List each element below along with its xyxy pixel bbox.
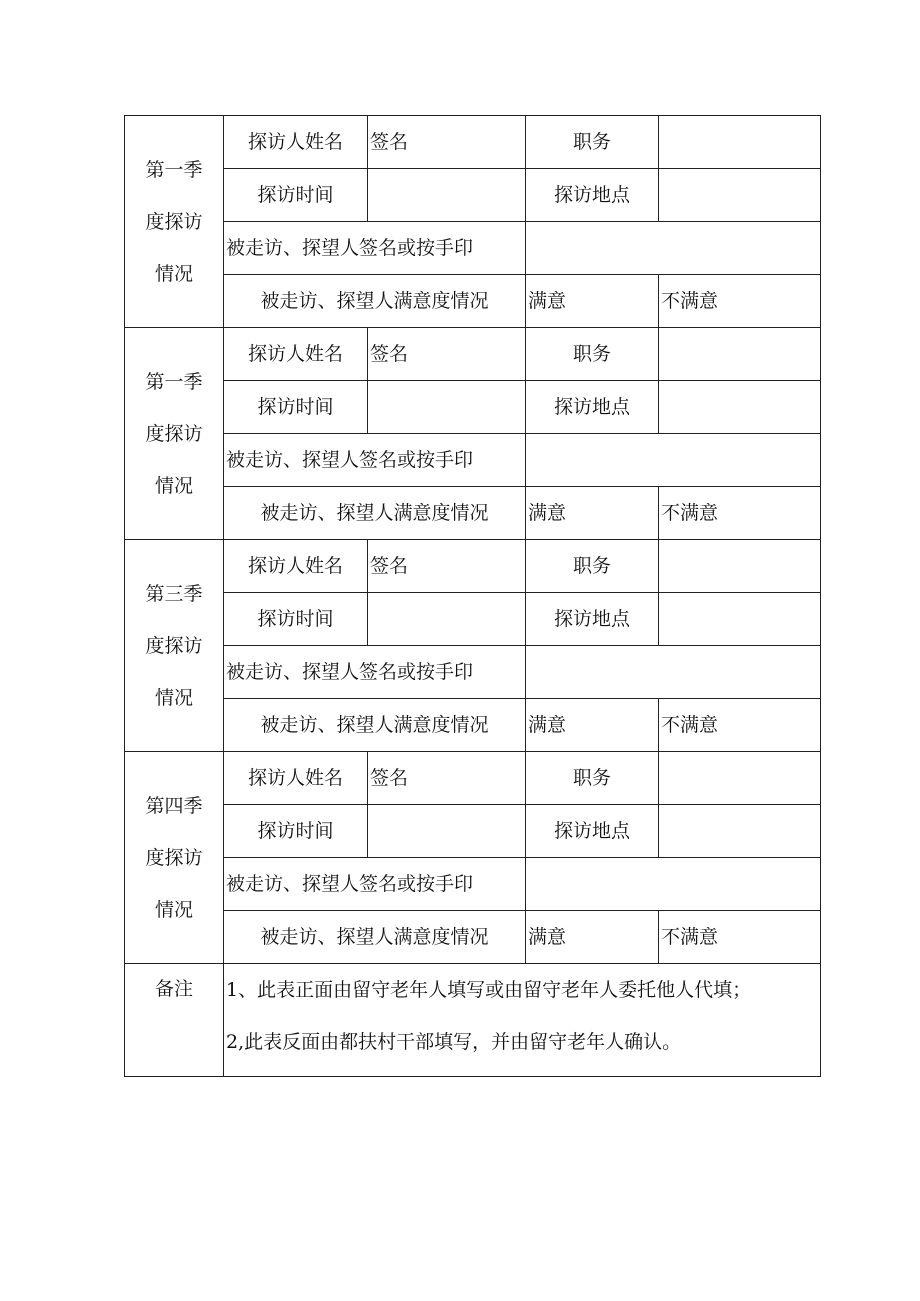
quarter-row bbox=[125, 593, 821, 646]
visited-signature-label: 被走访、探望人签名或按手印 bbox=[224, 222, 526, 275]
quarter-row bbox=[125, 540, 821, 593]
quarter-title-line: 情况 bbox=[154, 262, 193, 285]
quarter-title-line: 情况 bbox=[154, 686, 193, 709]
visited-signature-label: 被走访、探望人签名或按手印 bbox=[224, 858, 526, 911]
position-label: 职务 bbox=[526, 116, 659, 169]
visited-signature-field[interactable] bbox=[526, 222, 821, 275]
remarks-label: 备注 bbox=[125, 964, 224, 1077]
quarter-row bbox=[125, 752, 821, 805]
visit-place-field[interactable] bbox=[659, 593, 821, 646]
signature-field[interactable]: 签名 bbox=[368, 328, 526, 381]
quarter-title bbox=[125, 540, 224, 752]
visitor-name-label: 探访人姓名 bbox=[224, 540, 368, 593]
position-label: 职务 bbox=[526, 752, 659, 805]
satisfaction-label: 被走访、探望人满意度情况 bbox=[224, 487, 526, 540]
visit-time-label: 探访时间 bbox=[224, 169, 368, 222]
visited-signature-field[interactable] bbox=[526, 646, 821, 699]
position-label: 职务 bbox=[526, 540, 659, 593]
quarter-title-line: 度探访 bbox=[145, 634, 203, 657]
visit-time-label: 探访时间 bbox=[224, 381, 368, 434]
quarter-row bbox=[125, 699, 821, 752]
remarks-notes bbox=[224, 964, 821, 1077]
satisfied-option[interactable]: 满意 bbox=[526, 911, 659, 964]
not-satisfied-option[interactable]: 不满意 bbox=[659, 487, 821, 540]
satisfaction-label: 被走访、探望人满意度情况 bbox=[224, 699, 526, 752]
visit-time-label: 探访时间 bbox=[224, 593, 368, 646]
quarter-title-line: 第一季 bbox=[145, 370, 203, 393]
quarter-title bbox=[125, 328, 224, 540]
signature-field[interactable]: 签名 bbox=[368, 116, 526, 169]
visit-time-field[interactable] bbox=[368, 381, 526, 434]
visit-place-label: 探访地点 bbox=[526, 381, 659, 434]
signature-field[interactable]: 签名 bbox=[368, 752, 526, 805]
visit-place-field[interactable] bbox=[659, 381, 821, 434]
quarter-row bbox=[125, 487, 821, 540]
quarter-title bbox=[125, 116, 224, 328]
quarter-row bbox=[125, 646, 821, 699]
quarter-row bbox=[125, 911, 821, 964]
quarter-row bbox=[125, 434, 821, 487]
quarter-row bbox=[125, 275, 821, 328]
visit-place-label: 探访地点 bbox=[526, 169, 659, 222]
satisfied-option[interactable]: 满意 bbox=[526, 487, 659, 540]
visit-place-field[interactable] bbox=[659, 805, 821, 858]
satisfied-option[interactable]: 满意 bbox=[526, 699, 659, 752]
visited-signature-label: 被走访、探望人签名或按手印 bbox=[224, 646, 526, 699]
quarter-row bbox=[125, 169, 821, 222]
quarter-title-line: 第一季 bbox=[145, 158, 203, 181]
position-field[interactable] bbox=[659, 540, 821, 593]
visitor-name-label: 探访人姓名 bbox=[224, 328, 368, 381]
visited-signature-field[interactable] bbox=[526, 858, 821, 911]
quarter-title-line: 度探访 bbox=[145, 422, 203, 445]
visitor-name-label: 探访人姓名 bbox=[224, 116, 368, 169]
visit-time-field[interactable] bbox=[368, 805, 526, 858]
quarter-title-line: 度探访 bbox=[145, 210, 203, 233]
quarter-row bbox=[125, 858, 821, 911]
visit-time-field[interactable] bbox=[368, 169, 526, 222]
visit-place-field[interactable] bbox=[659, 169, 821, 222]
not-satisfied-option[interactable]: 不满意 bbox=[659, 275, 821, 328]
position-label: 职务 bbox=[526, 328, 659, 381]
position-field[interactable] bbox=[659, 328, 821, 381]
position-field[interactable] bbox=[659, 752, 821, 805]
satisfied-option[interactable]: 满意 bbox=[526, 275, 659, 328]
satisfaction-label: 被走访、探望人满意度情况 bbox=[224, 911, 526, 964]
remark-note: 2,此表反面由都扶村干部填写，并由留守老年人确认。 bbox=[226, 1031, 682, 1053]
quarter-row bbox=[125, 328, 821, 381]
visited-signature-field[interactable] bbox=[526, 434, 821, 487]
remark-note: 1、此表正面由留守老年人填写或由留守老年人委托他人代填； bbox=[226, 979, 752, 1001]
remarks-row bbox=[125, 964, 821, 1077]
not-satisfied-option[interactable]: 不满意 bbox=[659, 911, 821, 964]
quarter-row bbox=[125, 222, 821, 275]
visitor-name-label: 探访人姓名 bbox=[224, 752, 368, 805]
quarter-row bbox=[125, 805, 821, 858]
visit-form-table bbox=[124, 115, 821, 1077]
not-satisfied-option[interactable]: 不满意 bbox=[659, 699, 821, 752]
signature-field[interactable]: 签名 bbox=[368, 540, 526, 593]
visit-place-label: 探访地点 bbox=[526, 805, 659, 858]
visit-time-field[interactable] bbox=[368, 593, 526, 646]
quarter-title-line: 第三季 bbox=[145, 582, 203, 605]
quarter-row bbox=[125, 381, 821, 434]
quarter-title-line: 度探访 bbox=[145, 846, 203, 869]
visit-time-label: 探访时间 bbox=[224, 805, 368, 858]
quarter-title-line: 情况 bbox=[154, 898, 193, 921]
visit-place-label: 探访地点 bbox=[526, 593, 659, 646]
quarter-title-line: 情况 bbox=[154, 474, 193, 497]
position-field[interactable] bbox=[659, 116, 821, 169]
quarter-row bbox=[125, 116, 821, 169]
quarter-title-line: 第四季 bbox=[145, 794, 203, 817]
form-body bbox=[125, 116, 821, 1077]
quarter-title bbox=[125, 752, 224, 964]
visited-signature-label: 被走访、探望人签名或按手印 bbox=[224, 434, 526, 487]
satisfaction-label: 被走访、探望人满意度情况 bbox=[224, 275, 526, 328]
